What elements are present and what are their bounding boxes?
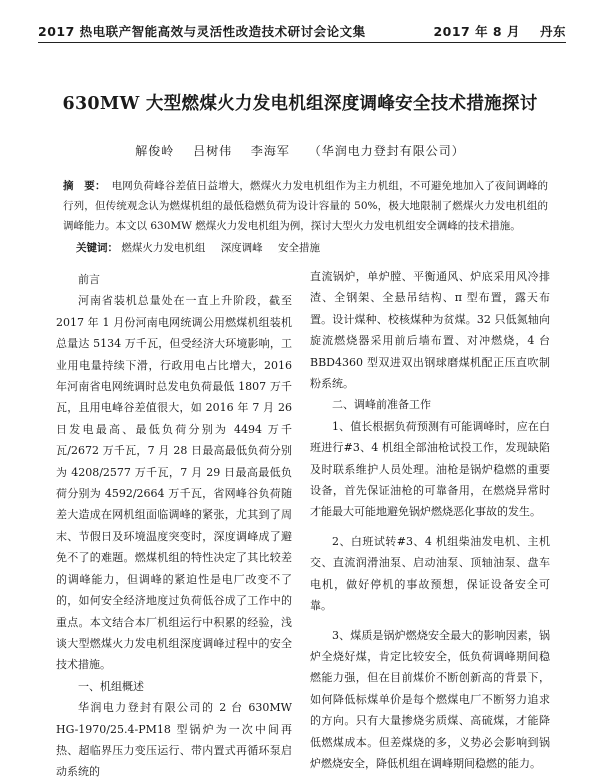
section-heading-preparation: 二、调峰前准备工作 (332, 398, 431, 412)
preparation-item: 1、值长根据负荷预测有可能调峰时，应在白班进行#3、4 机组全部油枪试投工作，发现缺陷及时联系维护人员处理。油枪是锅炉稳燃的重要设备，首先保证油枪的可靠备用，在燃烧异常时才能最大可能地避免锅炉燃烧恶化事故的发生。 (310, 419, 550, 519)
author-affiliation: （华润电力登封有限公司） (308, 144, 465, 158)
publication-date: 2017 年 8 月 (433, 24, 520, 39)
author-line (0, 142, 600, 159)
keyword: 燃煤火力发电机组 (121, 242, 206, 254)
keyword: 深度调峰 (220, 242, 263, 254)
keywords (76, 239, 546, 257)
right-column (310, 266, 550, 774)
proceedings-title: 2017 热电联产智能高效与灵活性改造技术研讨会论文集 (38, 24, 366, 39)
preface-paragraph: 河南省装机总量处在一直上升阶段，截至 2017 年 1 月份河南电网统调公用燃煤机组装机总量达 5134 万千瓦，但受经济大环境影响，工业用电量持续下滑，行政用电占比增大，2016 年河南省电网统调时总发电负荷最低 1807 万千瓦，且用电峰谷差值很大，如 2016 年 7 月 26 日发电最高、最低负荷分别为 4494 万千瓦/2672 万千瓦，7 月 28 日最高最低负荷分别为 4208/2577 万千瓦，7 月 29 日最高最低负荷分别为 4592/2664 万千瓦，省网峰谷负荷随差大造成在网机组面临调峰的紧张，尤其到了周末、节假日及环境温度突变时，深度调峰成了避免不了的难题。燃煤机组的特性决定了其比较差的调峰能力，但调峰的紧迫性是电厂改变不了的，如何安全经济地度过负荷低谷成了工作中的重点。本文结合本厂机组运行中积累的经验，浅谈大型燃煤火力发电机组深度调峰过程中的安全技术措施。 (56, 294, 292, 672)
left-column (56, 266, 292, 783)
section-heading-overview: 一、机组概述 (78, 679, 144, 693)
abstract-label: 摘 要： (63, 180, 106, 192)
author-name: 李海军 (250, 144, 290, 158)
preparation-item: 3、煤质是锅炉燃烧安全最大的影响因素，锅炉全烧好煤，肯定比较安全，低负荷调峰期间稳燃能力强，但在目前煤价不断创新高的背景下，如何降低标煤单价是每个燃煤电厂不断努力追求的方向。只有大量掺烧劣质煤、高硫煤，才能降低燃煤成本。但差煤烧的多，义势必会影响到锅炉燃烧安全，降低机组在调峰期间稳燃的能力。 (310, 628, 550, 770)
author-name: 解俊岭 (135, 144, 175, 158)
overview-paragraph-continued: 直流锅炉，单炉膛、平衡通风、炉底采用风冷排渣、全钢架、全悬吊结构、π 型布置，露天布置。设计煤种、校核煤种为贫煤。32 只低氮轴向旋流燃烧器采用前后墙布置、对冲燃烧，4 台 BBD4360 型双进双出钢球磨煤机配正压直吹制粉系统。 (310, 270, 550, 391)
publication-place: 丹东 (539, 24, 566, 39)
overview-paragraph: 华润电力登封有限公司的 2 台 630MW HG-1970/25.4-PM18 型锅炉为一次中间再热、超临界压力变压运行、带内置式再循环泵启动系统的 (56, 701, 292, 779)
keywords-label: 关键词： (76, 242, 118, 254)
running-head-right (433, 22, 566, 40)
abstract (63, 176, 548, 236)
paper-title: 630MW 大型燃煤火力发电机组深度调峰安全技术措施探讨 (62, 94, 538, 114)
preface-heading: 前言 (78, 273, 100, 286)
keyword: 安全措施 (278, 242, 321, 254)
abstract-text: 电网负荷峰谷差值日益增大，燃煤火力发电机组作为主力机组，不可避免地加入了夜间调峰的行列，但传统观念认为燃煤机组的最低稳燃负荷为设计容量的 50%，极大地限制了燃煤火力发电机组的调峰能力。本文以 630MW 燃煤火力发电机组为例，探讨大型火力发电机组安全调峰的技术措施。 (63, 180, 549, 232)
preparation-item: 2、白班试转#3、4 机组柴油发电机、主机交、直流润滑油泵、启动油泵、顶轴油泵、盘车电机，做好停机的事故预想，保证设备安全可靠。 (310, 534, 550, 613)
running-head (38, 22, 566, 43)
author-name: 吕树伟 (193, 144, 233, 158)
